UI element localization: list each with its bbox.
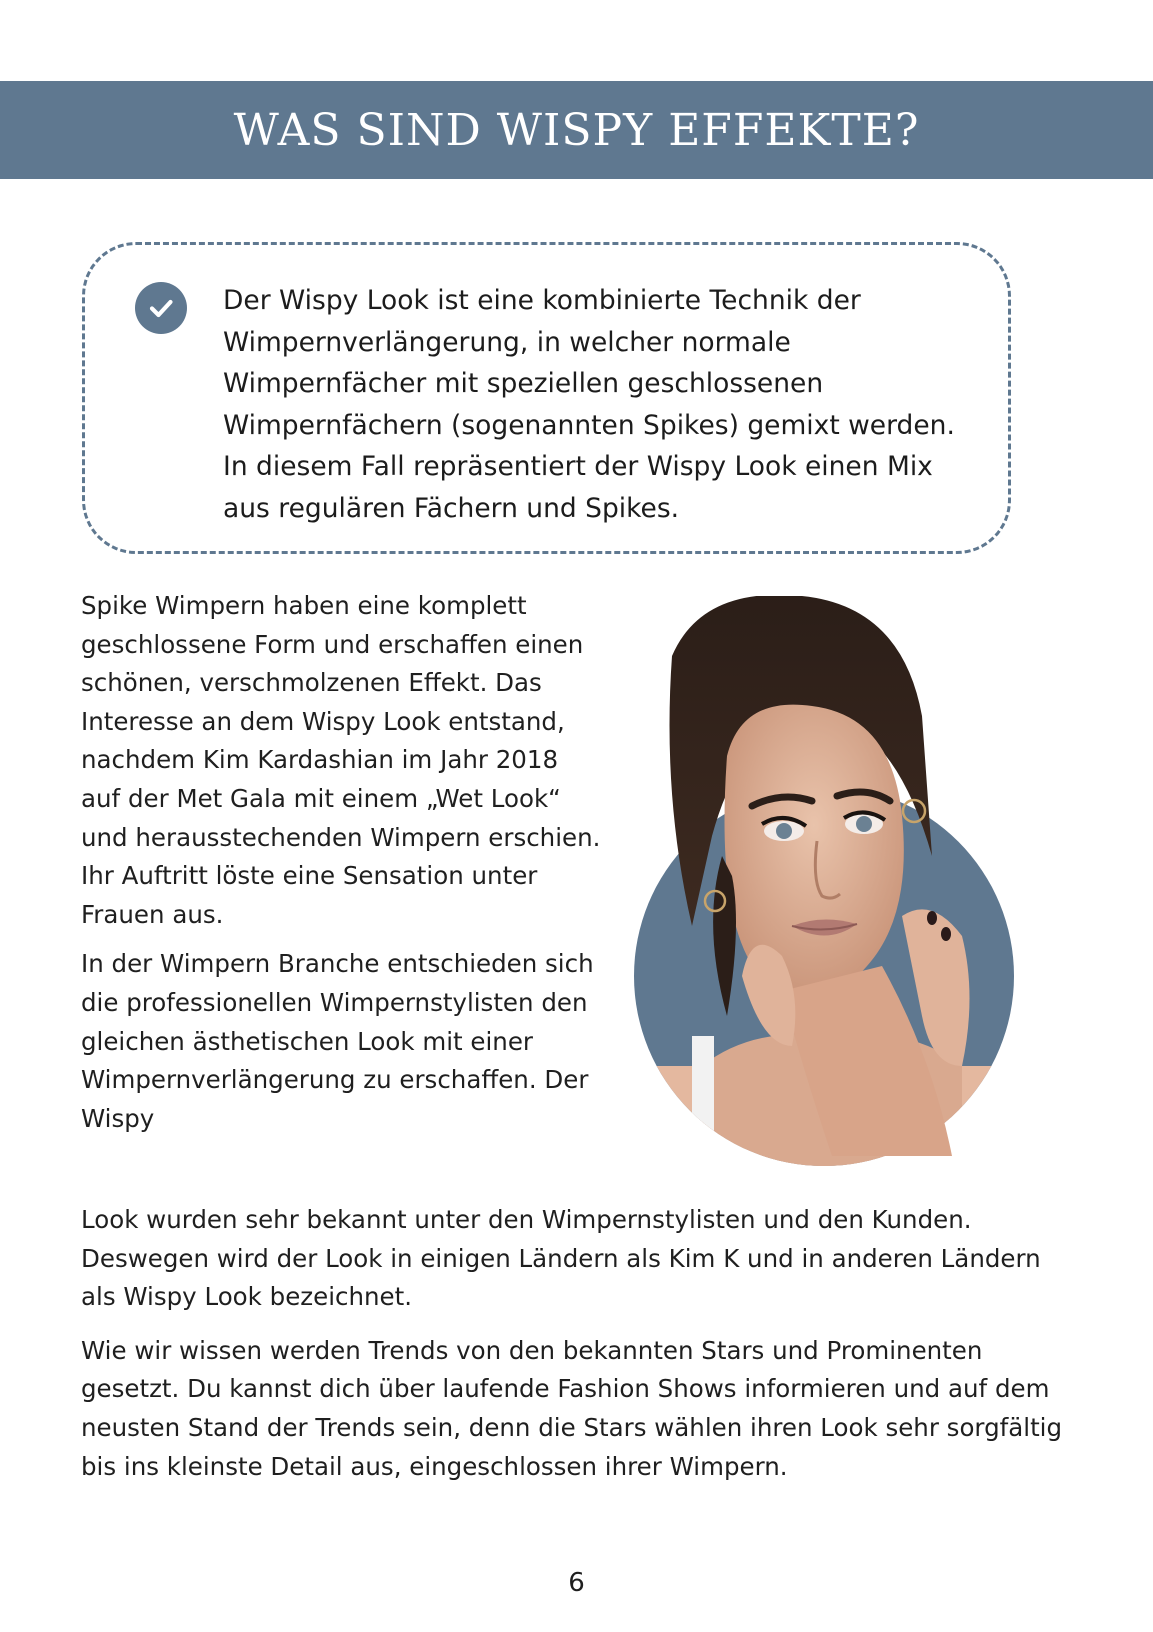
main-text-block [81,1201,1081,1501]
check-circle-icon [135,282,187,334]
paragraph: Look wurden sehr bekannt unter den Wimpernstylisten und den Kunden. Deswegen wird der Look in einigen Ländern als Kim K und in anderen Ländern als Wispy Look bezeichnet. [81,1205,1041,1312]
page-title: WAS SIND WISPY EFFEKTE? [233,104,920,156]
check-mark-icon [146,293,176,323]
paragraph: In der Wimpern Branche entschieden sich die professionellen Wimpernstylisten den gleichen ästhetischen Look mit einer Wimpernverlängerung zu erschaffen. Der Wispy [81,949,594,1133]
page-number: 6 [568,1568,585,1598]
definition-callout [82,242,1011,554]
intro-text-column [81,587,601,1149]
portrait-image [632,596,1016,1166]
paragraph: Wie wir wissen werden Trends von den bekannten Stars und Prominenten gesetzt. Du kannst dich über laufende Fashion Shows informieren und auf dem neusten Stand der Trends sein, denn die Stars wählen ihren Look sehr sorgfältig bis ins kleinste Detail aus, eingeschlossen ihrer Wimpern. [81,1335,1063,1481]
title-banner [0,81,1153,179]
paragraph: Spike Wimpern haben eine komplett geschlossene Form und erschaffen einen schönen, verschmolzenen Effekt. Das Interesse an dem Wispy Look entstand, nachdem Kim Kardashian im Jahr 2018 auf der Met Gala mit einem „Wet Look“ und herausstechenden Wimpern erschien. Ihr Auftritt löste eine Sensation unter Frauen aus. [81,591,601,929]
callout-text: Der Wispy Look ist eine kombinierte Technik der Wimpernverlängerung, in welcher normale Wimpernfächer mit speziellen geschlossenen Wimpernfächern (sogenannten Spikes) gemixt werden. In diesem Fall repräsentiert der Wispy Look einen Mix aus regulären Fächern und Spikes. [223,285,955,524]
